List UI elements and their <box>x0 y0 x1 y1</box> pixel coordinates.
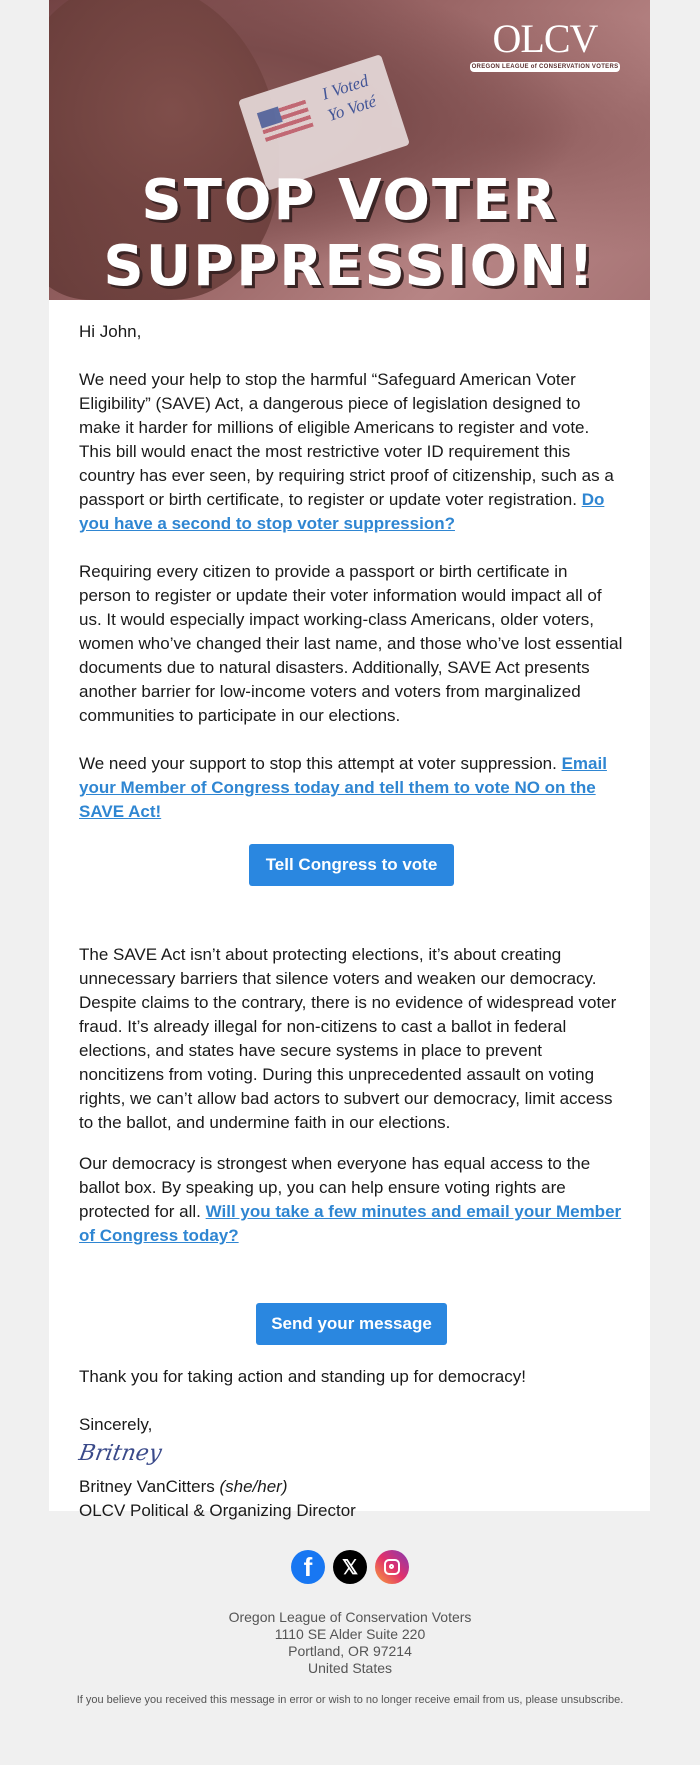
email-member-link[interactable]: Will you take a few minutes and email your Member of Congress today? <box>79 1202 622 1245</box>
logo-letters: OLCV <box>492 16 598 61</box>
logo-band: OREGON LEAGUE of CONSERVATION VOTERS <box>471 64 619 70</box>
signer-title: OLCV Political & Organizing Director <box>79 1501 356 1520</box>
signature: Britney <box>76 1441 164 1466</box>
sticker-text: I Voted Yo Voté <box>319 70 379 125</box>
social-links <box>0 1550 700 1584</box>
unsubscribe-disclaimer[interactable]: If you believe you received this message in error or wish to no longer receive email from us, please unsubscribe. <box>76 1694 624 1706</box>
facebook-icon[interactable]: f <box>291 1550 325 1584</box>
olcv-logo[interactable] <box>470 18 620 74</box>
email-congress-link[interactable]: Email your Member of Congress today and tell them to vote NO on the SAVE Act! <box>79 754 607 821</box>
hero-title <box>49 168 650 300</box>
greeting: Hi John, <box>79 322 142 341</box>
tell-congress-button[interactable]: Tell Congress to vote NO! <box>249 844 454 886</box>
paragraph-1: We need your help to stop the harmful “Safeguard American Voter Eligibility” (SAVE) Act, a dangerous piece of legislation designed to make it harder for millions of eligible Americans to register and vote. This bill would enact the most restrictive voter ID requirement this country has ever seen, by requiring strict proof of citizenship, such as a passport or birth certificate, to register or update voter registration. Do you have a second to stop voter suppression? <box>79 370 614 533</box>
flag-icon <box>257 98 314 142</box>
signer-name: Britney VanCitters (she/her) <box>79 1477 288 1496</box>
paragraph-2: Requiring every citizen to provide a passport or birth certificate in person to register or update their voter information would impact all of us. It would especially impact working-class Americans, older voters, women who’ve changed their last name, and those who’ve lost essential documents due to natural disasters. Additionally, SAVE Act presents another barrier for low-income voters and voters from marginalized communities to participate in our elections. <box>79 562 623 725</box>
hero-banner <box>49 0 650 300</box>
footer-address: Oregon League of Conservation Voters 1110 SE Alder Suite 220 Portland, OR 97214 United States <box>228 1609 472 1676</box>
paragraph-4: The SAVE Act isn’t about protecting elections, it’s about creating unnecessary barriers that silence voters and weaken our democracy. Despite claims to the contrary, there is no evidence of widespread voter fraud. It’s already illegal for non-citizens to cast a ballot in federal elections, and states have secure systems in place to prevent noncitizens from voting. During this unprecedented assault on voting rights, we can’t allow bad actors to subvert our democracy, limit access to the ballot, and undermine faith in our elections. <box>79 945 617 1132</box>
x-icon[interactable]: 𝕏 <box>333 1550 367 1584</box>
instagram-icon[interactable] <box>375 1550 409 1584</box>
email-body <box>76 300 624 1523</box>
send-message-button[interactable]: Send your message <box>256 1303 447 1345</box>
thanks-text: Thank you for taking action and standing up for democracy! <box>79 1367 526 1386</box>
paragraph-3: We need your support to stop this attempt at voter suppression. Email your Member of Congress today and tell them to vote NO on the SAVE Act! <box>79 754 607 821</box>
hero-title-line-1: STOP VOTER <box>141 168 558 233</box>
closing-text: Sincerely, <box>79 1415 153 1434</box>
stop-suppression-link[interactable]: Do you have a second to stop voter suppression? <box>79 490 605 533</box>
email-card <box>49 0 650 1520</box>
hero-title-line-2: SUPPRESSION! <box>103 234 596 299</box>
paragraph-5: Our democracy is strongest when everyone has equal access to the ballot box. By speaking up, you can help ensure voting rights are protected for all. Will you take a few minutes and email your Member of Congress today? <box>79 1154 622 1245</box>
